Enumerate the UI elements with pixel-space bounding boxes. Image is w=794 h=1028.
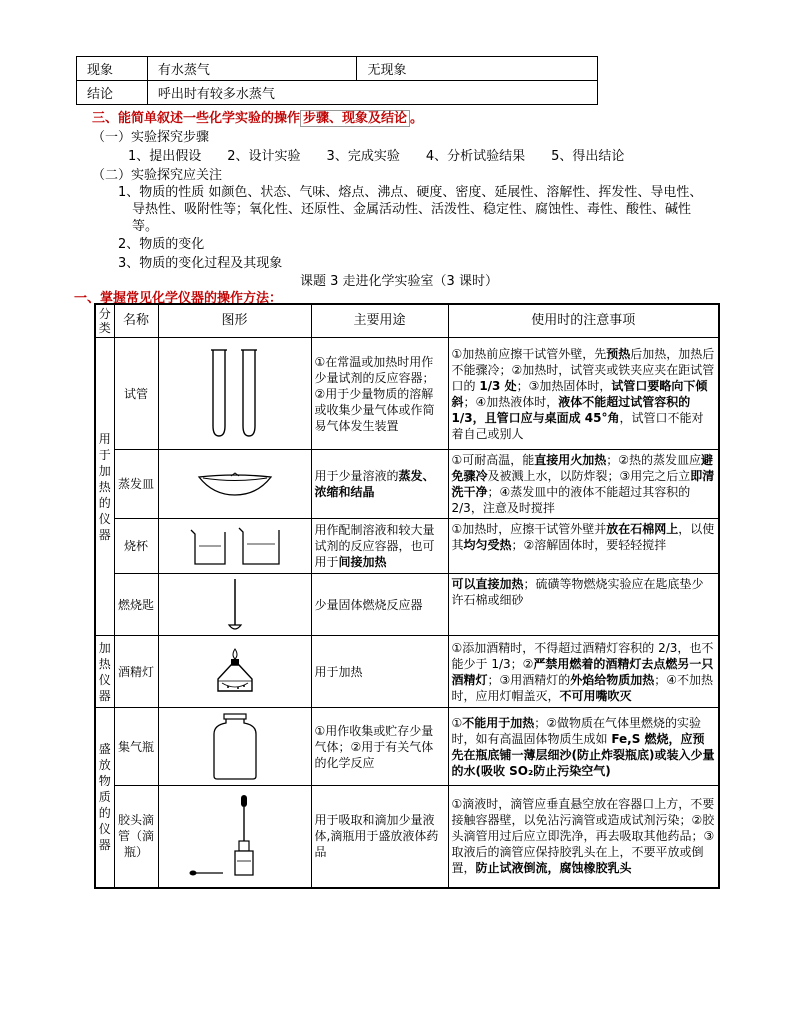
text: ；②溶解固体时，要轻轻搅拌 — [511, 538, 667, 552]
header-cat: 分类 — [95, 304, 114, 338]
instrument-name: 蒸发皿 — [114, 450, 158, 519]
usage-text: 用于加热 — [311, 636, 448, 708]
cell: 无现象 — [357, 57, 598, 81]
item-text: 导热性、吸附性等；氧化性、还原性、金属活动性、活泼性、稳定性、腐蚀性、毒性、酸性、碱性 — [132, 202, 692, 217]
title-text: 三、能简单叙述一些化学实验的操作 — [92, 111, 301, 126]
table-row — [77, 57, 598, 81]
text: ；②做物质在气体里燃烧的实验时，如有高温固体物质生成如 — [451, 715, 702, 746]
table-header — [95, 304, 719, 338]
text: ①加热前应擦干试管外壁，先 — [451, 346, 607, 361]
gas-bottle-icon — [210, 712, 260, 782]
test-tube-figure — [158, 338, 311, 450]
text-bold: 外焰给物质加热 — [570, 672, 655, 687]
note-text — [448, 450, 719, 519]
text: ；③用酒精灯的 — [487, 672, 571, 687]
text: ，试管口不能对着自己或别人 — [451, 410, 704, 441]
note-text — [448, 708, 719, 786]
header-name: 名称 — [114, 304, 158, 338]
row-label: 结论 — [77, 81, 148, 105]
dropper-figure — [158, 786, 311, 888]
text: ；④加热液体时， — [463, 394, 559, 409]
item-text: 2、物质的变化 — [118, 237, 205, 252]
text: ；硫磺等物燃烧实验应在匙底垫少许石棉或细砂 — [451, 577, 704, 607]
category-heater: 加热仪器 — [95, 636, 114, 708]
category-heating: 用于加热的仪器 — [95, 338, 114, 636]
table-row — [95, 786, 719, 888]
text: ①滴液时，滴管应垂直悬空放在容器口上方，不要接触容器壁，以免沾污滴管或造成试剂污染；②胶头滴管用过后应立即洗净，再去吸取其他药品；③取液后的滴管应保持胶乳头在上，不要平放或倒置， — [451, 797, 715, 876]
section3-title — [92, 107, 423, 126]
text: 用作配制溶液和较大量试剂的反应容器，也可用于 — [314, 523, 435, 569]
note-text — [448, 786, 719, 888]
table-row — [95, 450, 719, 519]
text-bold: 1/3 处 — [479, 378, 517, 393]
text: ；②热的蒸发皿应 — [606, 453, 702, 467]
evaporating-dish-icon — [195, 469, 275, 499]
text-bold: 不能用于加热 — [462, 715, 535, 730]
text: ，以使其 — [451, 522, 715, 552]
text: ①可耐高温，能 — [451, 453, 535, 467]
subheading: （二）实验探究应关注 — [92, 168, 223, 183]
lesson-title: 课题 3 走进化学实验室（3 课时） — [300, 274, 498, 289]
table-row — [95, 574, 719, 636]
text: ；③加热固体时， — [516, 378, 612, 393]
evaporating-dish-figure — [158, 450, 311, 519]
title-suffix: 。 — [410, 111, 424, 126]
usage-text: ①用作收集或贮存少量气体；②用于有关气体的化学反应 — [311, 708, 448, 786]
text-bold: 预热 — [606, 346, 631, 361]
instrument-name: 试管 — [114, 338, 158, 450]
text-bold: 直接用火加热 — [534, 453, 607, 467]
category-container: 盛放物质的仪器 — [95, 708, 114, 888]
combustion-spoon-figure — [158, 574, 311, 636]
alcohol-lamp-icon — [210, 647, 260, 697]
note-text — [448, 338, 719, 450]
item-text: 3、物质的变化过程及其现象 — [118, 256, 283, 271]
cell: 呼出时有较多水蒸气 — [147, 81, 597, 105]
table-row — [95, 636, 719, 708]
instrument-name: 燃烧匙 — [114, 574, 158, 636]
result-table — [76, 56, 598, 105]
combustion-spoon-icon — [225, 577, 245, 633]
text-bold: 不可用嘴吹灭 — [559, 688, 632, 703]
note-text — [448, 636, 719, 708]
instrument-name: 集气瓶 — [114, 708, 158, 786]
text-bold: 液体不能超过试管容积的 1/3，且管口应与桌面成 45°角 — [451, 394, 691, 425]
text-bold: 即清洗干净 — [451, 469, 715, 499]
text: 用于少量溶液的 — [314, 469, 399, 483]
text: 及被溅上水，以防炸裂；③用完之后立 — [487, 469, 691, 483]
header-note: 使用时的注意事项 — [448, 304, 719, 338]
usage-text: 少量固体燃烧反应器 — [311, 574, 448, 636]
item-text: 1、物质的性质 如颜色、状态、气味、熔点、沸点、硬度、密度、延展性、溶解性、挥发性、导电性、 — [118, 185, 703, 200]
beaker-figure — [158, 519, 311, 574]
dropper-icon — [185, 791, 285, 881]
note-text — [448, 574, 719, 636]
text-bold: Fe,S 燃烧，应预先在瓶底铺一薄层细沙(防止炸裂瓶底)或装入少量的水(吸收 SO₂防止污染空气) — [451, 731, 715, 778]
note-text — [448, 519, 719, 574]
text-bold: 间接加热 — [338, 555, 387, 569]
row-label: 现象 — [77, 57, 148, 81]
instrument-name: 酒精灯 — [114, 636, 158, 708]
alcohol-lamp-figure — [158, 636, 311, 708]
text-bold: 蒸发、浓缩和结晶 — [314, 469, 435, 499]
text: ①添加酒精时，不得超过酒精灯容积的 2/3，也不能少于 1/3；② — [451, 640, 714, 671]
usage-text: ①在常温或加热时用作少量试剂的反应容器；②用于少量物质的溶解或收集少量气体或作简易气体发生装置 — [311, 338, 448, 450]
text: ① — [451, 715, 463, 730]
instrument-name: 胶头滴管（滴瓶） — [114, 786, 158, 888]
text: 后加热，加热后不能骤冷；②加热时，试管夹或铁夹应夹在距试管口的 — [451, 346, 715, 393]
cell: 有水蒸气 — [147, 57, 357, 81]
text: ①加热时，应擦干试管外壁并 — [451, 522, 607, 536]
table-row — [95, 519, 719, 574]
steps-line: 1、提出假设 2、设计实验 3、完成实验 4、分析试验结果 5、得出结论 — [128, 149, 625, 164]
table-row — [95, 338, 719, 450]
beaker-icon — [185, 524, 285, 568]
text: ；④不加热时，应用灯帽盖灭， — [451, 672, 714, 703]
usage-text: 用于吸取和滴加少量液体,滴瓶用于盛放液体药品 — [311, 786, 448, 888]
usage-text — [311, 519, 448, 574]
text-bold: 均匀受热 — [463, 538, 512, 552]
instrument-name: 烧杯 — [114, 519, 158, 574]
table-row — [77, 81, 598, 105]
item-text: 等。 — [132, 219, 159, 234]
subheading: （一）实验探究步骤 — [92, 130, 210, 145]
usage-text — [311, 450, 448, 519]
text-bold: 防止试液倒流，腐蚀橡胶乳头 — [475, 861, 632, 876]
title-boxed: 步骤、现象及结论 — [300, 110, 410, 127]
text-bold: 严禁用燃着的酒精灯去点燃另一只酒精灯 — [451, 656, 714, 687]
text-bold: 放在石棉网上 — [606, 522, 679, 536]
test-tube-icon — [205, 346, 265, 441]
section1-title: 一、掌握常见化学仪器的操作方法： — [74, 291, 283, 306]
text-bold: 可以直接加热 — [451, 577, 524, 591]
header-fig: 图形 — [158, 304, 311, 338]
instrument-table — [94, 303, 720, 889]
text-bold: 试管口要略向下倾斜 — [451, 378, 708, 409]
text-bold: 避免骤冷 — [451, 453, 714, 483]
table-row — [95, 708, 719, 786]
header-use: 主要用途 — [311, 304, 448, 338]
gas-bottle-figure — [158, 708, 311, 786]
text: ；④蒸发皿中的液体不能超过其容积的 2/3，注意及时搅拌 — [451, 485, 691, 515]
